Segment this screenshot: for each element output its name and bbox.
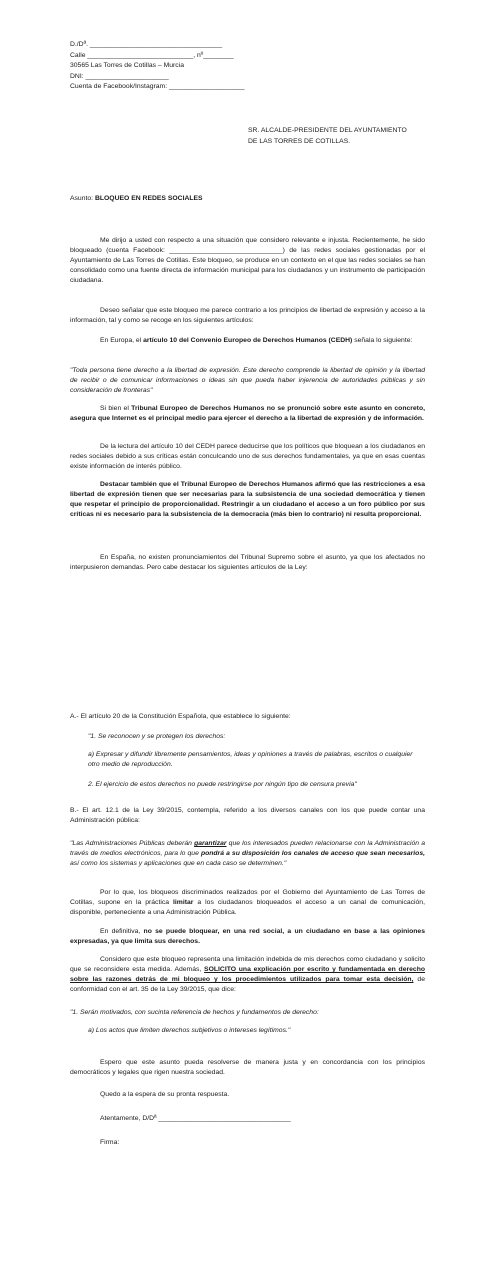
p10-text-a: Considero que este bloqueo representa una limitación indebida de mis derechos como ciudadano y solicito que se reconsidere esta medida. Además,: [70, 956, 425, 973]
b-quote-bold-2: pondrá a su disposición los canales de acceso que sean necesarios,: [200, 850, 426, 857]
b-quote-a: "Las Administraciones Públicas deberán: [70, 840, 195, 847]
subject-line: [70, 194, 425, 204]
section-b-intro: B.- El art. 12.1 de la Ley 39/2015, contempla, referido a los diversos canales con los que puede contar una Administración pública:: [70, 807, 425, 824]
sender-block: [70, 40, 425, 93]
paragraph-9: [70, 927, 425, 947]
paragraph-4: [70, 404, 425, 424]
recipient-block: [248, 126, 448, 147]
section-b-quote: [70, 839, 425, 869]
paragraph-10: [70, 955, 425, 995]
paragraph-8: [70, 888, 425, 918]
p10-text-request: SOLICITO una explicación por escrito y fundamentada en derecho sobre las razones detrás de mi bloqueo y los procedimientos utilizados para tomar esta decisión,: [70, 966, 426, 983]
p3-text-bold: artículo 10 del Convenio Europeo de Derechos Humanos (CEDH): [143, 337, 353, 344]
sender-social-line: Cuenta de Facebook/Instagram: ____________________: [70, 83, 245, 90]
subject-label: Asunto:: [70, 195, 94, 202]
b-quote-bold-1: garantizar: [194, 840, 227, 847]
paragraph-1: Me dirijo a usted con respecto a una situación que considero relevante e injusta. Recientemente, he sido bloqueado (cuenta Facebook: ______________________________) de las redes sociales gestionadas por el Ayuntamiento de Las Torres de Cotillas. Este bloqueo, se produce en un contexto en el que las redes sociales se han consolidado como una fuente directa de información municipal para los ciudadanos y un instrumento de participación ciudadana.: [70, 237, 425, 284]
p8-text-c: a los ciudadanos bloqueados el acceso a un canal de comunicación, disponible, perteneciente a una Administración Pública.: [70, 899, 425, 916]
p9-text-bold: no se puede bloquear, en una red social, a un ciudadano en base a las opiniones expresadas, ya que limita sus derechos.: [70, 928, 425, 945]
closing-wait: Quedo a la espera de su pronta respuesta.: [100, 1091, 230, 1098]
p10-text-c: de conformidad con el art. 35 de la Ley 39/2015, que dice:: [70, 976, 425, 993]
section-a-intro: A.- El artículo 20 de la Constitución Española, que establece lo siguiente:: [70, 713, 291, 720]
paragraph-2: Deseo señalar que este bloqueo me parece contrario a los principios de libertad de expresión y acceso a la información, tal y como se recoge en los siguientes artículos:: [70, 307, 425, 324]
sender-name-line: D./Dª. ___________________________________: [70, 41, 223, 48]
p8-text-a: Por lo que, los bloqueos discriminados realizados por el Gobierno del Ayuntamiento de Las Torres de Cotillas, supone en la práctica: [70, 889, 425, 906]
p8-text-bold: limitar: [173, 899, 194, 906]
paragraph-7: En España, no existen pronunciamientos del Tribunal Supremo sobre el asunto, ya que los afectados no interpusieron demandas. Pero cabe destacar los siguientes artículos de la Ley:: [70, 554, 425, 571]
recipient-line-2: DE LAS TORRES DE COTILLAS.: [248, 137, 351, 145]
subject-text: BLOQUEO EN REDES SOCIALES: [94, 195, 203, 202]
quote-cedh: "Toda persona tiene derecho a la libertad de expresión. Este derecho comprende la libertad de opinión y la libertad de recibir o de comunicar informaciones o ideas sin que pueda haber injerencia de autoridades públicas y sin consideración de fronteras": [70, 367, 425, 394]
b-quote-c: que los interesados pueden relacionarse con la Administración a través de medios electrónicos, para lo que: [70, 840, 425, 857]
sender-dni-line: DNI: ______________________: [70, 72, 169, 80]
section-a-quote-1: "1. Se reconocen y se protegen los derechos:: [88, 733, 226, 740]
p3-text-a: En Europa, el: [100, 337, 144, 344]
closing-firma: Firma:: [100, 1139, 120, 1146]
art35-quote-2: a) Los actos que limiten derechos subjetivos o intereses legítimos.": [88, 1027, 291, 1034]
recipient-line-1: SR. ALCALDE-PRESIDENTE DEL AYUNTAMIENTO: [248, 127, 407, 134]
p4-text-bold: Tribunal Europeo de Derechos Humanos no se pronunció sobre este asunto en concreto, asegura que Internet es el principal medio para ejercer el derecho a la libertad de expresión y de información.: [70, 405, 425, 422]
paragraph-5: De la lectura del artículo 10 del CEDH parece deducirse que los políticos que bloquean a los ciudadanos en redes sociales debido a sus críticas están conculcando uno de sus derechos fundamentales, ya que en esas cuentas existe información de interés público.: [70, 443, 425, 470]
sender-street-line: Calle ____________________________, nº________: [70, 51, 234, 59]
b-quote-e: así como los sistemas y aplicaciones que en cada caso se determinen.": [70, 860, 287, 867]
section-a-quote-3: 2. El ejercicio de estos derechos no puede restringirse por ningún tipo de censura previa": [88, 781, 357, 788]
section-a-quote-2: a) Expresar y difundir libremente pensamientos, ideas y opiniones a través de palabras, escritos o cualquier otro medio de reproducción.: [88, 751, 413, 768]
paragraph-3: [70, 336, 425, 346]
paragraph-11: Espero que este asunto pueda resolverse de manera justa y en concordancia con los principios democráticos y legales que rigen nuestra sociedad.: [70, 1059, 425, 1076]
paragraph-6: Destacar también que el Tribunal Europeo de Derechos Humanos afirmó que las restricciones a esa libertad de expresión tienen que ser necesarias para la subsistencia de una sociedad democrática y tienen que respetar el principio de proporcionalidad. Restringir a un ciudadano el acceso a un foro público por sus críticas ni es necesario para la subsistencia de la democracia (más bien lo contrario) ni resulta proporcional.: [70, 481, 425, 518]
art35-quote-1: "1. Serán motivados, con sucinta referencia de hechos y fundamentos de derecho:: [70, 1009, 319, 1016]
p4-text-a: Si bien el: [100, 405, 132, 412]
p9-text-a: En definitiva,: [100, 928, 144, 935]
p3-text-c: señala lo siguiente:: [352, 337, 413, 344]
closing-signature-line: Atentamente, D/Dª ___________________________________: [100, 1115, 291, 1122]
sender-city-line: 30565 Las Torres de Cotillas – Murcia: [70, 62, 184, 69]
